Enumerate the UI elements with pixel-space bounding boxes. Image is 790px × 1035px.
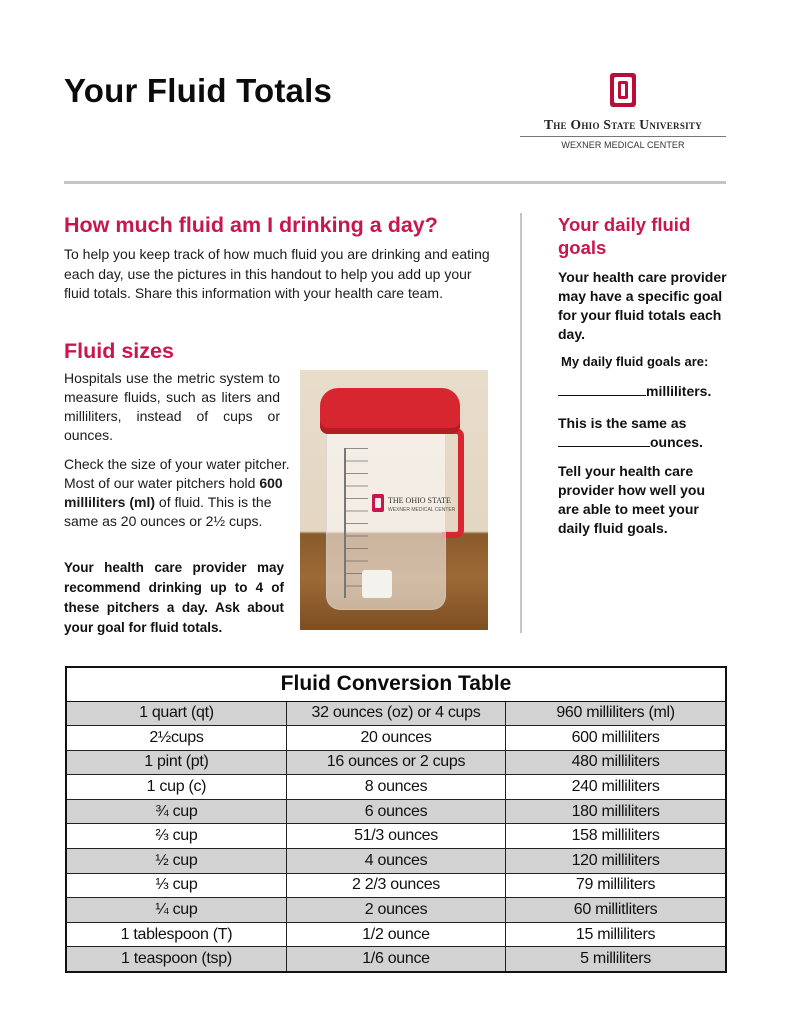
table-title: Fluid Conversion Table — [66, 667, 726, 701]
table-cell-ounces: 2 2/3 ounces — [286, 873, 505, 898]
pitcher-size-paragraph — [64, 455, 294, 531]
pitcher-brand: THE OHIO STATE — [388, 496, 451, 505]
same-as-text: This is the same as — [558, 415, 687, 431]
table-cell-ml: 480 milliliters — [506, 750, 726, 775]
table-row — [66, 750, 726, 775]
table-cell-ml: 600 milliliters — [506, 726, 726, 751]
table-cell-ounces: 1/2 ounce — [286, 922, 505, 947]
table-cell-unit: 1 pint (pt) — [66, 750, 286, 775]
table-cell-unit: 1 tablespoon (T) — [66, 922, 286, 947]
goal-oz-line — [558, 414, 728, 452]
table-row — [66, 799, 726, 824]
table-row — [66, 947, 726, 972]
goal-ml-blank[interactable] — [558, 395, 646, 396]
table-cell-unit: 1 quart (qt) — [66, 701, 286, 726]
table-cell-ounces: 1/6 ounce — [286, 947, 505, 972]
sidebar-tell-text: Tell your health care provider how well you are able to meet your daily fluid goals. — [558, 463, 706, 536]
table-cell-unit: ⅓ cup — [66, 873, 286, 898]
table-cell-unit: ⅔ cup — [66, 824, 286, 849]
table-cell-unit: 2½cups — [66, 726, 286, 751]
table-row — [66, 922, 726, 947]
table-cell-ml: 158 milliliters — [506, 824, 726, 849]
logo-center-name: WEXNER MEDICAL CENTER — [561, 140, 685, 150]
pitcher-lid — [320, 388, 460, 434]
logo-divider — [520, 136, 726, 137]
table-row — [66, 726, 726, 751]
table-cell-unit: 1 cup (c) — [66, 775, 286, 800]
goal-ml-suffix: milliliters. — [646, 383, 712, 399]
table-row — [66, 898, 726, 923]
table-cell-ml: 180 milliliters — [506, 799, 726, 824]
table-cell-unit: 1 teaspoon (tsp) — [66, 947, 286, 972]
table-cell-unit: ½ cup — [66, 849, 286, 874]
table-row — [66, 824, 726, 849]
table-row — [66, 775, 726, 800]
table-cell-ounces: 4 ounces — [286, 849, 505, 874]
section-heading-how-much: How much fluid am I drinking a day? — [64, 213, 438, 237]
goal-oz-blank[interactable] — [558, 446, 650, 447]
goal-oz-suffix: ounces. — [650, 434, 703, 450]
table-cell-ml: 960 milliliters (ml) — [506, 701, 726, 726]
table-row — [66, 849, 726, 874]
table-cell-ounces: 32 ounces (oz) or 4 cups — [286, 701, 505, 726]
water-pitcher-photo — [300, 370, 488, 630]
table-row — [66, 873, 726, 898]
table-cell-ml: 5 milliliters — [506, 947, 726, 972]
page-title: Your Fluid Totals — [64, 72, 332, 109]
sidebar-provider-text: Your health care provider may have a specific goal for your fluid totals each day. — [558, 269, 727, 342]
table-cell-ml: 79 milliliters — [506, 873, 726, 898]
header-divider — [64, 181, 726, 184]
sidebar-heading: Your daily fluid goals — [558, 214, 691, 258]
section-heading-fluid-sizes: Fluid sizes — [64, 339, 174, 363]
table-row — [66, 701, 726, 726]
fluid-conversion-table — [65, 666, 727, 973]
table-cell-ml: 15 milliliters — [506, 922, 726, 947]
pitcher-size-text-2: of fluid. This is the same as 20 ounces or 2½ cups. — [64, 494, 272, 529]
table-cell-ounces: 51/3 ounces — [286, 824, 505, 849]
table-cell-ml: 60 millitliters — [506, 898, 726, 923]
recommendation-paragraph: Your health care provider may recommend drinking up to 4 of these pitchers a day. Ask about your goal for fluid totals. — [64, 560, 284, 635]
table-cell-unit: ¼ cup — [66, 898, 286, 923]
logo-university-name: The Ohio State University — [543, 117, 703, 132]
table-cell-ml: 120 milliliters — [506, 849, 726, 874]
pitcher-block-o-icon — [372, 494, 384, 512]
table-cell-ounces: 6 ounces — [286, 799, 505, 824]
measuring-cup — [362, 570, 392, 598]
table-cell-unit: ¾ cup — [66, 799, 286, 824]
table-cell-ounces: 20 ounces — [286, 726, 505, 751]
table-cell-ounces: 16 ounces or 2 cups — [286, 750, 505, 775]
column-divider — [520, 213, 522, 633]
hospitals-paragraph: Hospitals use the metric system to measure fluids, such as liters and milliliters, instead of cups or ounces. — [64, 370, 280, 443]
table-cell-ounces: 2 ounces — [286, 898, 505, 923]
sidebar-goals-label: My daily fluid goals are: — [561, 354, 709, 369]
intro-paragraph: To help you keep track of how much fluid you are drinking and eating each day, use the pictures in this handout to help you add up your fluid totals. Share this information with your health care team. — [64, 246, 490, 301]
osu-wexner-logo — [518, 73, 728, 153]
table-cell-ml: 240 milliliters — [506, 775, 726, 800]
pitcher-size-text-1: Check the size of your water pitcher. Most of our water pitchers hold — [64, 456, 290, 491]
pitcher-size-bold: 600 milliliters (ml) — [64, 475, 283, 510]
goal-ml-line — [558, 383, 711, 399]
pitcher-brand-sub: WEXNER MEDICAL CENTER — [388, 507, 456, 513]
table-cell-ounces: 8 ounces — [286, 775, 505, 800]
block-o-icon — [610, 73, 636, 107]
